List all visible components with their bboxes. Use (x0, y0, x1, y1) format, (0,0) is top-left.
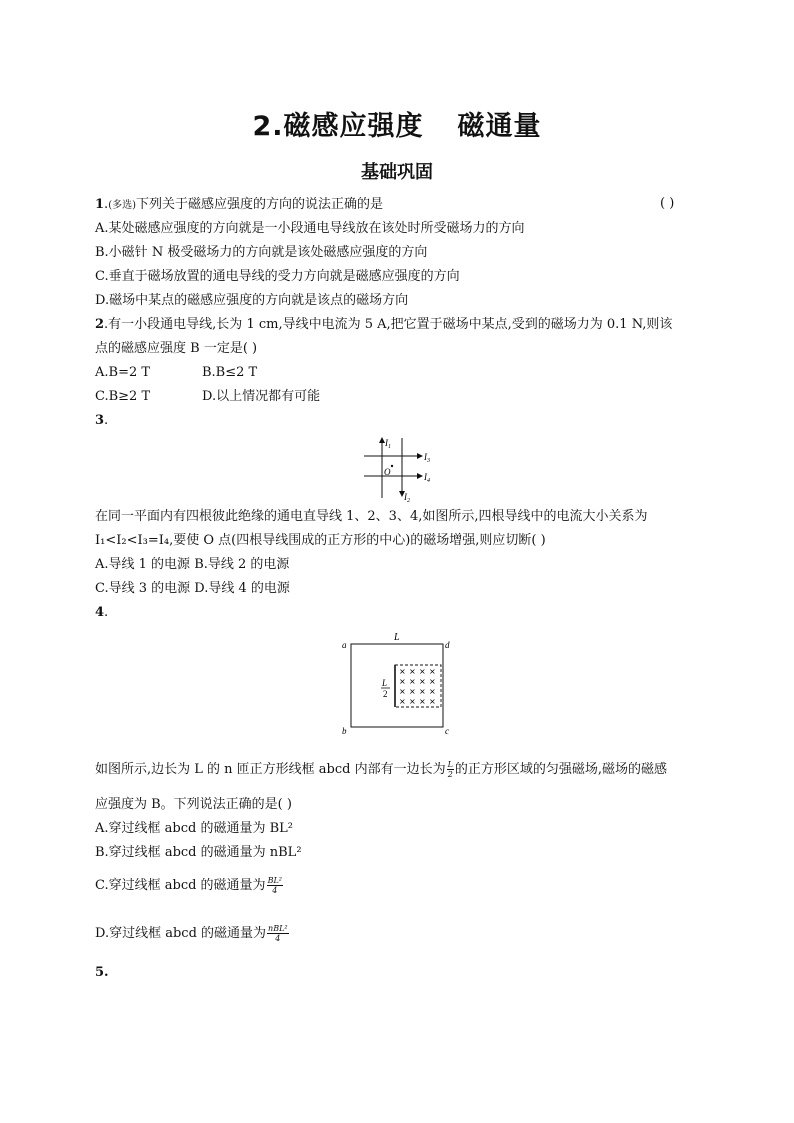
q1-option-a: A.某处磁感应强度的方向就是一小段通电导线放在该处时所受磁场力的方向 (95, 221, 525, 236)
side-length-label: L (394, 632, 400, 643)
field-cross: × (419, 667, 426, 676)
label-i1: $I_1$ (385, 438, 391, 450)
field-cross: × (419, 687, 426, 696)
field-cross: × (429, 697, 436, 706)
q4-number: 4 (95, 605, 105, 620)
label-o: O (384, 467, 391, 477)
q1-option-b: B.小磁针 N 极受磁场力的方向就是该处磁感应强度的方向 (95, 245, 428, 260)
q1-tag: (多选) (108, 200, 136, 211)
field-cross: × (399, 667, 406, 676)
q4-fraction-l-over-2 (447, 760, 454, 779)
q4-option-d (95, 924, 290, 943)
vertex-b: b (342, 726, 347, 736)
label-i3: $I_3$ (424, 452, 430, 464)
center-point-o (391, 465, 393, 467)
q4-stem-line1 (95, 760, 667, 779)
section-heading: 基础巩固 (361, 162, 433, 183)
q1-option-c: C.垂直于磁场放置的通电导线的受力方向就是磁感应强度的方向 (95, 269, 460, 284)
label-i2: $I_2$ (404, 492, 410, 502)
q4-stem-text1b: 的正方形区域的匀强磁场,磁场的磁感 (454, 762, 668, 777)
q2-stem-line2: 点的磁感应强度 B 一定是( ) (95, 341, 258, 356)
q4-option-d-num: nBL² (268, 924, 288, 933)
q4-option-d-den: 4 (275, 934, 281, 943)
q4-option-c-fraction (267, 876, 283, 895)
q4-option-b: B.穿过线框 abcd 的磁通量为 nBL² (95, 845, 302, 860)
q2-option-c: C.B≥2 T (95, 389, 151, 404)
title-part2: 磁通量 (457, 111, 542, 142)
page-title (0, 104, 794, 143)
field-cross: × (429, 667, 436, 676)
q2-option-d: D.以上情况都有可能 (202, 389, 321, 404)
vertex-c: c (445, 726, 449, 736)
q4-option-c (95, 876, 284, 895)
title-part1: 2.磁感应强度 (252, 111, 424, 142)
q4-option-d-text: D.穿过线框 abcd 的磁通量为 (95, 926, 267, 941)
half-length-den: 2 (383, 689, 388, 699)
q4-option-a: A.穿过线框 abcd 的磁通量为 BL² (95, 821, 293, 836)
q3-wire-figure (360, 434, 440, 502)
q2-number: 2 (95, 317, 105, 332)
field-cross: × (419, 697, 426, 706)
half-length-num: L (382, 678, 388, 688)
q4-frac-num: L (447, 760, 453, 769)
q1-answer-paren: ( ) (660, 196, 675, 211)
q5-number: 5. (95, 965, 109, 980)
q3-number-line: 3. (95, 413, 109, 428)
q4-option-c-num: BL² (267, 876, 282, 885)
q4-stem-line2: 应强度为 B。下列说法正确的是( ) (95, 797, 292, 812)
field-cross: × (409, 697, 416, 706)
q3-stem-line2: I₁<I₂<I₃=I₄,要使 O 点(四根导线围成的正方形的中心)的磁场增强,则应切断( ) (95, 533, 546, 548)
magnetic-field-crosses (399, 667, 436, 706)
q4-option-d-fraction (267, 924, 289, 943)
field-cross: × (409, 687, 416, 696)
q1-option-d: D.磁场中某点的磁感应强度的方向就是该点的磁场方向 (95, 293, 409, 308)
q2-stem-line1 (95, 316, 672, 334)
q2-stem-text1: .有一小段通电导线,长为 1 cm,导线中电流为 5 A,把它置于磁场中某点,受到的磁场力为 0.1 N,则该 (104, 317, 673, 332)
field-cross: × (429, 687, 436, 696)
vertex-a: a (342, 640, 347, 650)
q3-options-line2: C.导线 3 的电源 D.导线 4 的电源 (95, 581, 290, 596)
q4-frac-den: 2 (447, 770, 453, 779)
field-cross: × (399, 697, 406, 706)
q3-stem-line1: 在同一平面内有四根彼此绝缘的通电直导线 1、2、3、4,如图所示,四根导线中的电流大小关系为 (95, 509, 648, 524)
q2-option-b: B.B≤2 T (202, 365, 258, 380)
field-cross: × (399, 687, 406, 696)
q4-number-line: 4. (95, 605, 109, 620)
q4-option-c-den: 4 (272, 886, 278, 895)
vertex-d: d (445, 640, 450, 650)
q4-option-c-text: C.穿过线框 abcd 的磁通量为 (95, 878, 266, 893)
label-i4: $I_4$ (424, 472, 430, 484)
q2-option-a: A.B=2 T (95, 365, 151, 380)
q1-number: 1 (95, 197, 105, 212)
field-cross: × (399, 677, 406, 686)
q4-coil-figure (338, 630, 458, 738)
q3-options-line1: A.导线 1 的电源 B.导线 2 的电源 (95, 557, 290, 572)
field-cross: × (419, 677, 426, 686)
q3-number: 3 (95, 413, 105, 428)
q1-stem: 1.(多选)下列关于磁感应强度的方向的说法正确的是 (95, 197, 384, 212)
field-cross: × (409, 667, 416, 676)
q4-stem-text1a: 如图所示,边长为 L 的 n 匝正方形线框 abcd 内部有一边长为 (95, 762, 446, 777)
q1-stem-text: 下列关于磁感应强度的方向的说法正确的是 (136, 197, 384, 212)
field-cross: × (429, 677, 436, 686)
field-cross: × (409, 677, 416, 686)
